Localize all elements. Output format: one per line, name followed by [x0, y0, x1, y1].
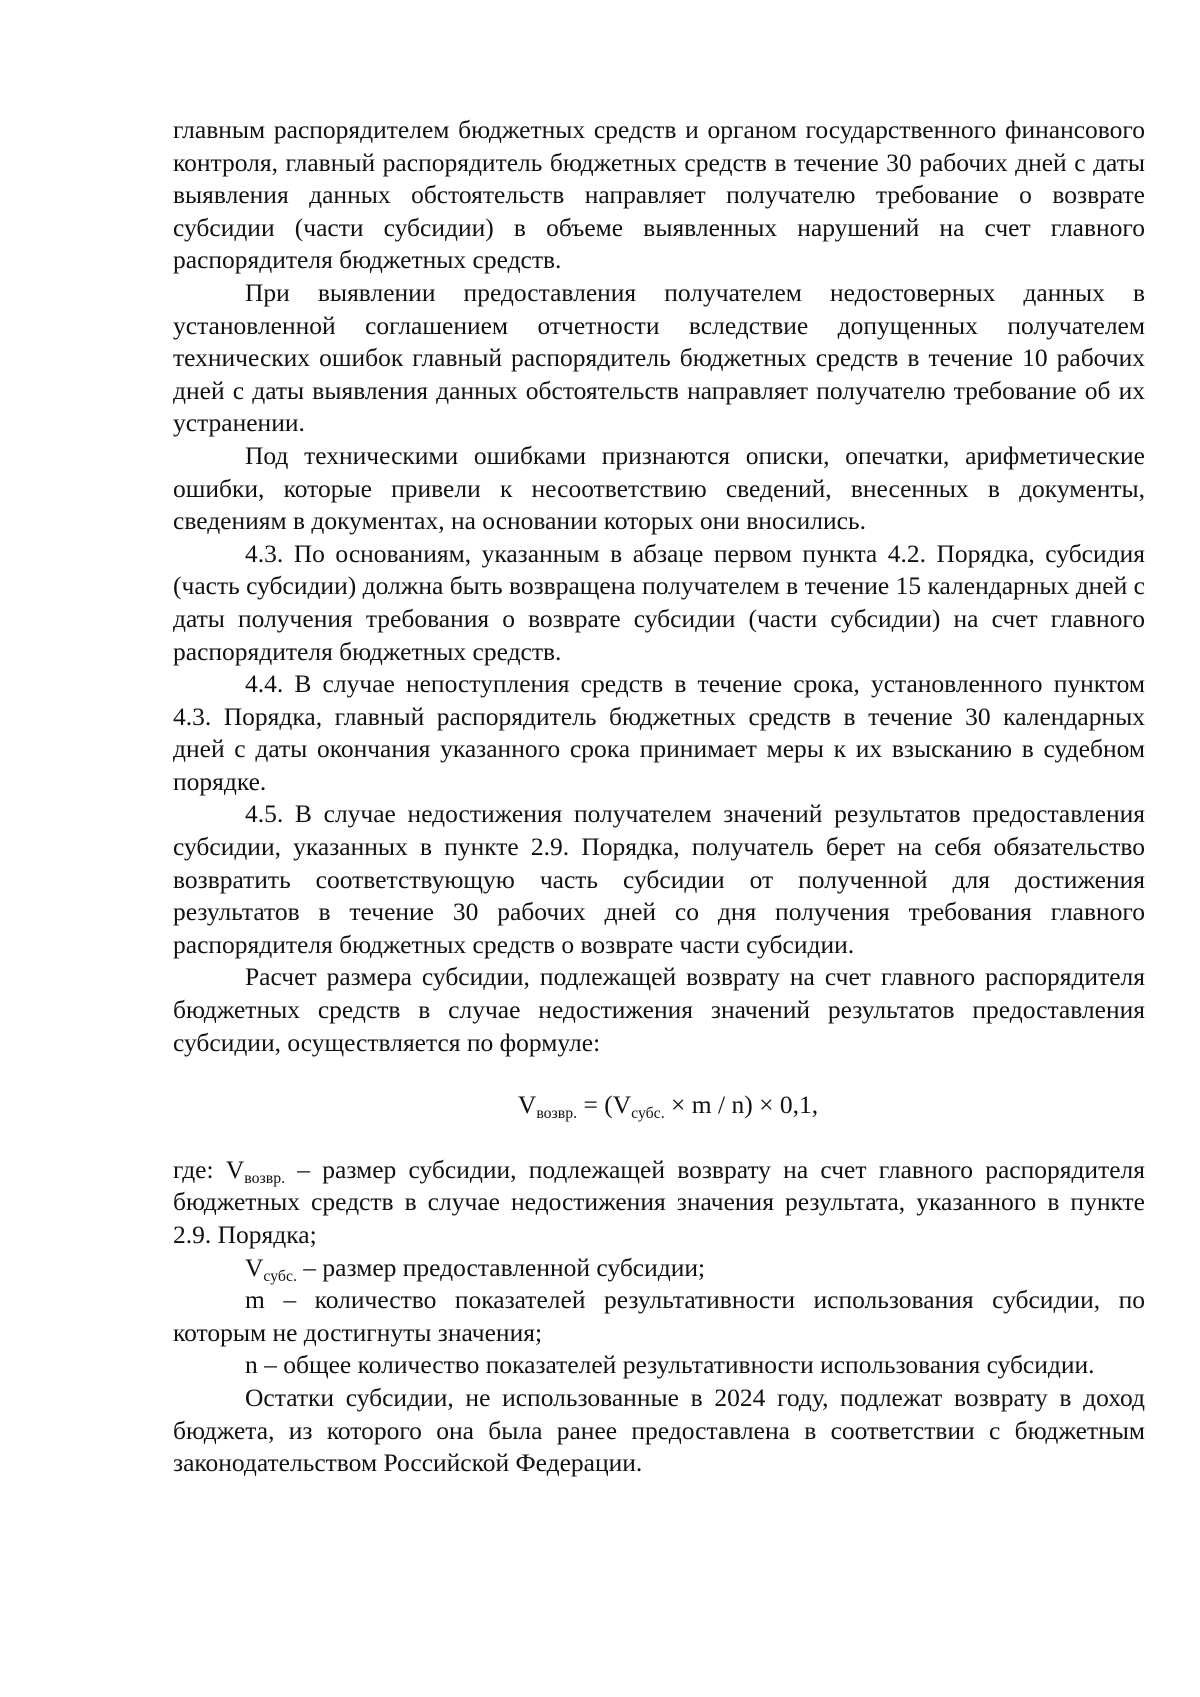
definition-n: n – общее количество показателей результативности использования субсидии.: [245, 1350, 1095, 1380]
return-amount-formula: [173, 1089, 1145, 1122]
v-subsidy-description: – размер предоставленной субсидии;: [296, 1252, 706, 1282]
v-subsidy-symbol: [245, 1252, 297, 1285]
document-page: [173, 114, 1145, 1480]
formula-subscript-return: возвр.: [536, 1105, 578, 1123]
formula-subscript-subsidy: субс.: [631, 1105, 665, 1123]
v-return-symbol: [225, 1154, 286, 1187]
formula-equals-open: = (: [577, 1090, 613, 1120]
v-return-subscript: возвр.: [244, 1169, 286, 1187]
where-prefix: где:: [173, 1154, 226, 1184]
paragraph-calculation-intro: Расчет размера субсидии, подлежащей возврату на счет главного распорядителя бюджетных средств в случае недостижения значений результатов предоставления субсидии, осуществляется по формуле:: [173, 962, 1145, 1057]
paragraph-technical-errors-definition: Под техническими ошибками признаются описки, опечатки, арифметические ошибки, которые привели к несоответствию сведений, внесенных в документы, сведениям в документах, на основании которых они вносились.: [173, 440, 1145, 536]
paragraph-clause-4-4: 4.4. В случае непоступления средств в течение срока, установленного пунктом 4.3. Порядка, главный распорядитель бюджетных средств в течение 30 календарных дней с даты окончания указанного срока принимает меры к их взысканию в судебном порядке.: [173, 669, 1145, 796]
paragraph-remaining-subsidy: Остатки субсидии, не использованные в 2024 году, подлежат возврату в доход бюджета, из которого она была ранее предоставлена в соответствии с бюджетным законодательством Российской Федерации.: [173, 1382, 1145, 1478]
formula-rest: × m / n) × 0,1,: [664, 1090, 819, 1120]
definition-v-subsidy: [173, 1252, 1145, 1285]
paragraph-continuation: главным распорядителем бюджетных средств и органом государственного финансового контроля, главный распорядитель бюджетных средств в течение 30 рабочих дней с даты выявления данных обстоятельств направляет получателю требование о возврате субсидии (части субсидии) в объеме выявленных нарушений на счет главного распорядителя бюджетных средств.: [173, 115, 1145, 275]
definition-v-return: [173, 1154, 1145, 1252]
v-return-letter: V: [225, 1154, 245, 1184]
definition-m: m – количество показателей результативности использования субсидии, по которым не достигнуты значения;: [173, 1285, 1145, 1347]
v-subsidy-letter: V: [245, 1252, 264, 1282]
paragraph-clause-4-3: 4.3. По основаниям, указанным в абзаце первом пункта 4.2. Порядка, субсидия (часть субсидии) должна быть возвращена получателем в течение 15 календарных дней с даты получения требования о возврате субсидии (части субсидии) на счет главного распорядителя бюджетных средств.: [173, 538, 1145, 666]
formula-v-symbol: V: [517, 1090, 537, 1120]
v-subsidy-subscript: субс.: [263, 1267, 297, 1285]
formula-v-subs-symbol: V: [612, 1090, 632, 1120]
v-return-description: – размер субсидии, подлежащей возврату на счет главного распорядителя бюджетных средств в случае недостижения значения результата, указанного в пункте 2.9. Порядка;: [173, 1154, 1145, 1249]
paragraph-technical-errors-request: При выявлении предоставления получателем недостоверных данных в установленной соглашением отчетности вследствие допущенных получателем технических ошибок главный распорядитель бюджетных средств в течение 10 рабочих дней с даты выявления данных обстоятельств направляет получателю требование об их устранении.: [173, 277, 1145, 438]
paragraph-clause-4-5: 4.5. В случае недостижения получателем значений результатов предоставления субсидии, указанных в пункте 2.9. Порядка, получатель берет на себя обязательство возвратить соответствующую часть субсидии от полученной для достижения результатов в течение 30 рабочих дней со дня получения требования главного распорядителя бюджетных средств о возврате части субсидии.: [173, 799, 1145, 959]
